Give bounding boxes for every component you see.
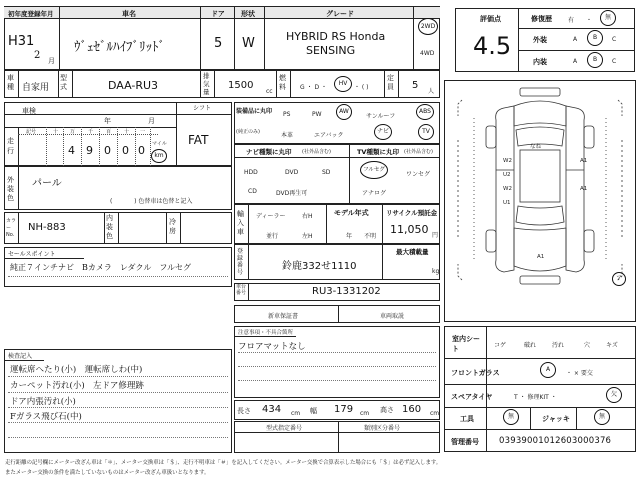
eval-label: 評価点 [480, 15, 501, 23]
ac-label: 冷房 [169, 218, 176, 235]
tv-fullseg-circle: フルセグ [360, 161, 388, 179]
car-name-label: 車名 [122, 10, 136, 18]
footer-line-1: 走行距離の記号欄にメーター改ざん車は「＊」、メーター交換車は「＄」、走行不明車は「＃」を記入してください。メーター交換で合算表示した場合にも「＄」は必ず記入します。 [5, 460, 442, 466]
diagram-mark-a1c: A1 [537, 254, 545, 260]
shift-label: シフト [193, 105, 212, 112]
equipment-label: 装備品に丸印 [236, 108, 273, 115]
drive-4wd: 4WD [420, 50, 435, 57]
drive-2wd-circle: 2WD [418, 18, 438, 35]
exterior-note: ( ) 色替車は色替と記入 [110, 198, 193, 205]
mileage-digit-2: 9 [86, 144, 93, 157]
sheet-item-1: 破れ [524, 342, 537, 349]
mgmt-value: 03939001012603000376 [499, 436, 612, 446]
cap-value: 5 [412, 80, 419, 91]
interior-sheet-label: 室内シート [452, 335, 480, 353]
recycle-unit: 円 [432, 232, 439, 239]
import-dealer: ディーラー [256, 213, 286, 220]
first-reg-month: 2 [34, 50, 41, 61]
eval-ext-a: A [573, 36, 578, 43]
rear-bumper [520, 276, 560, 284]
fuel-label: 燃料 [279, 74, 286, 91]
eval-score: 4.5 [473, 32, 512, 60]
car-name-value: ｳﾞｪｾﾞﾙﾊｲﾌﾞﾘｯﾄﾞ [74, 40, 165, 55]
exterior-label: 外装色 [7, 176, 14, 202]
width-value: 179 [334, 404, 354, 415]
car-hood [514, 101, 566, 126]
tools-label: 工具 [460, 415, 474, 423]
navi-cd: CD [248, 188, 257, 195]
diagram-circle-mark: ア [612, 272, 626, 286]
height-value: 160 [402, 404, 422, 415]
height-label: 高さ [380, 406, 394, 414]
footer-line-2: またメーター交換の条件を満たしていないものはメーター改ざん車扱いとなります。 [5, 470, 210, 476]
registration-value: 鈴鹿332せ1110 [282, 261, 357, 272]
model-year-unknown: 不明 [364, 233, 377, 240]
equip-airbag: エアバック [314, 132, 344, 139]
front-wheel-left [486, 126, 496, 148]
import-left: 左H [302, 233, 313, 240]
tv-note: (社外品含む) [404, 149, 433, 155]
equip-leather: 本革 [281, 132, 294, 139]
equip-ps: PS [283, 111, 291, 118]
cap-label: 定員 [387, 74, 394, 91]
import-parallel: 並行 [266, 233, 279, 240]
mgmt-label: 管理番号 [451, 438, 479, 446]
grade-line2: SENSING [306, 44, 356, 57]
diagram-mark-u2: U2 [503, 172, 511, 178]
interior-color-label: 内装色 [106, 214, 113, 240]
length-label: 長さ [237, 407, 251, 415]
import-right: 右H [302, 213, 313, 220]
equip-tv-circle: TV [418, 124, 434, 140]
type-value: DAA-RU3 [108, 79, 159, 92]
digit-header-4: 百 [106, 129, 112, 135]
length-value: 434 [262, 404, 282, 415]
repair-label: 修復歴 [531, 15, 552, 23]
type-cert-label: 型式指定番号 [266, 425, 303, 432]
eval-int-a: A [573, 58, 578, 65]
fuel-options: G ・ D ・ [300, 84, 327, 91]
front-bumper [520, 88, 560, 96]
eval-ext-b-circle: B [587, 30, 603, 46]
height-unit: cm [430, 410, 440, 417]
eval-int-b-circle: B [587, 52, 603, 68]
run-label: 走行 [7, 137, 14, 155]
type-label: 型式 [60, 74, 67, 91]
diagram-mark-a1b: A1 [580, 186, 588, 192]
inspector-label: 検査記入 [8, 353, 33, 360]
sheet-item-4: キズ [606, 342, 618, 349]
disp-unit: cc [266, 88, 273, 95]
shape-label: 形状 [241, 10, 255, 18]
shape-value: W [242, 36, 255, 51]
tv-analog: アナログ [362, 190, 387, 197]
diagram-mark-w2a: W2 [503, 158, 512, 164]
tv-label: TV種類に丸印 [357, 148, 399, 156]
recycle-value: 11,050 [390, 223, 429, 236]
capacity-unit: kg [432, 268, 440, 275]
fuel-other: ・ ( ) [354, 84, 369, 91]
diagram-mark-u1: U1 [503, 200, 511, 206]
manual-label: 車両取説 [380, 313, 405, 320]
mileage-digit-5: 0 [138, 144, 145, 157]
repair-no-circle: 無 [600, 10, 616, 26]
sheet-item-3: 穴 [584, 342, 591, 349]
notes-label: 注意事項・不具合箇所 [238, 330, 294, 336]
mileage-digit-4: 0 [122, 144, 129, 157]
car-rear-window [516, 206, 564, 225]
eval-ext-c: C [612, 36, 617, 43]
eval-int-c: C [612, 58, 617, 65]
sheet-item-0: コゲ [494, 342, 507, 349]
inspect-label: 車検 [22, 107, 36, 115]
width-label: 幅 [310, 407, 317, 415]
color-code-label: カラーNo. [6, 218, 17, 238]
chassis-value: RU3-1331202 [312, 286, 381, 297]
inspector-line-3: ドア内張汚れ(小) [10, 397, 76, 407]
color-code-value: NH-883 [28, 222, 66, 233]
notes-text: フロアマットなし [238, 342, 306, 352]
recycle-label: リサイクル預託金 [386, 209, 438, 217]
equip-sunroof: サンルーフ [366, 113, 396, 120]
inspector-line-1: 運転席へたり(小) 運転席しわ(中) [10, 365, 143, 375]
sales-point-label: セールスポイント [8, 251, 56, 258]
shift-value: FAT [188, 133, 209, 147]
warranty-label: 新車保証書 [268, 313, 299, 320]
car-diagram-svg [444, 80, 636, 322]
first-reg-label: 初年度登録年月 [8, 10, 54, 18]
navi-label: ナビ種類に丸印 [246, 148, 292, 156]
disp-label: 排気量 [203, 72, 210, 96]
equip-abs-circle: ABS [416, 104, 434, 120]
grade-label: グレード [326, 10, 354, 18]
tv-oneseg: ワンセグ [406, 171, 431, 178]
model-year-unit: 年 [346, 233, 353, 240]
registration-label: 登録番号 [237, 248, 244, 276]
cap-unit: 人 [428, 88, 435, 95]
mileage-digit-3: 0 [104, 144, 111, 157]
navi-note: (社外品含む) [302, 149, 331, 155]
front-glass-label: フロントガラス [451, 369, 500, 377]
digit-header-5: 十 [124, 129, 130, 135]
rear-wheel-left [486, 230, 496, 252]
inspector-line-4: Fガラス飛び石(中) [10, 412, 82, 422]
use-value: 自家用 [22, 83, 50, 93]
import-label: 輸入車 [237, 210, 244, 236]
navi-hdd: HDD [244, 169, 258, 176]
spare-label: スペアタイヤ [451, 393, 493, 401]
equip-aw-circle: AW [336, 104, 352, 120]
model-year-label: モデル年式 [334, 209, 369, 217]
capacity-label: 最大積載量 [396, 248, 429, 256]
digit-header-6: 一 [140, 129, 146, 135]
spare-opts: T ・ 修理KIT ・ [514, 394, 557, 401]
glass-note: ・ × 要交 [566, 370, 593, 377]
class-no-label: 類別区分番号 [364, 425, 401, 432]
exterior-value: パール [32, 178, 62, 189]
manuals-box [234, 305, 440, 323]
digit-header-3: 千 [88, 129, 94, 135]
unit-mile: マイル [152, 141, 167, 147]
front-wheel-right [584, 126, 594, 148]
inspect-month-unit: 月 [148, 117, 155, 125]
diagram-mark-w2b: W2 [503, 186, 512, 192]
car-roof [520, 150, 560, 202]
eval-exterior-label: 外装 [533, 36, 547, 44]
unit-km-circle: km [151, 149, 167, 163]
doors-value: 5 [214, 36, 223, 51]
first-reg-year: H31 [8, 34, 35, 49]
equipment-sub: (純正のみ) [236, 129, 260, 135]
disp-value: 1500 [228, 80, 254, 91]
repair-yes: 有 [568, 17, 575, 24]
first-reg-month-unit: 月 [48, 57, 55, 65]
digit-header-sign: 記号 [26, 129, 37, 135]
jack-label: ジャッキ [542, 415, 570, 423]
use-label: 車種 [7, 74, 14, 91]
car-trunk [514, 228, 566, 271]
sheet-item-2: 汚れ [552, 342, 565, 349]
grade-line1: HYBRID RS Honda [286, 30, 386, 43]
glass-grade-circle: A [540, 362, 556, 378]
length-unit: cm [291, 410, 301, 417]
rear-wheel-right [584, 230, 594, 252]
sales-point-text: 純正７インチナビ Bカメラ レダクル フルセグ [10, 263, 191, 272]
navi-sd: SD [322, 169, 331, 176]
inspect-year-unit: 年 [104, 117, 111, 125]
diagram-mark-a1a: A1 [580, 158, 588, 164]
jack-none-circle: 無 [594, 409, 610, 425]
tools-none-circle: 無 [503, 409, 519, 425]
digit-header-2: 万 [70, 129, 76, 135]
equip-pw: PW [312, 111, 322, 118]
chassis-label: 車台番号 [236, 284, 247, 296]
width-unit: cm [360, 410, 370, 417]
fuel-hv-circle: HV [334, 76, 352, 92]
mileage-digit-1: 4 [68, 144, 75, 157]
spare-missing-circle: 欠 [606, 387, 622, 403]
repair-sep: ・ [586, 17, 593, 24]
navi-dvd: DVD [285, 169, 299, 176]
door-label: ドア [211, 10, 225, 18]
eval-interior-label: 内装 [533, 58, 547, 66]
inspector-line-2: カーペット汚れ(小) 左ドア修理跡 [10, 381, 144, 391]
diagram-mark-0: なね [530, 144, 542, 150]
digit-header-1: 十 [53, 129, 59, 135]
navi-dvd-play: DVD再生可 [276, 190, 308, 197]
type-cert-box [234, 421, 440, 453]
equip-navi-circle: ナビ [374, 124, 392, 140]
